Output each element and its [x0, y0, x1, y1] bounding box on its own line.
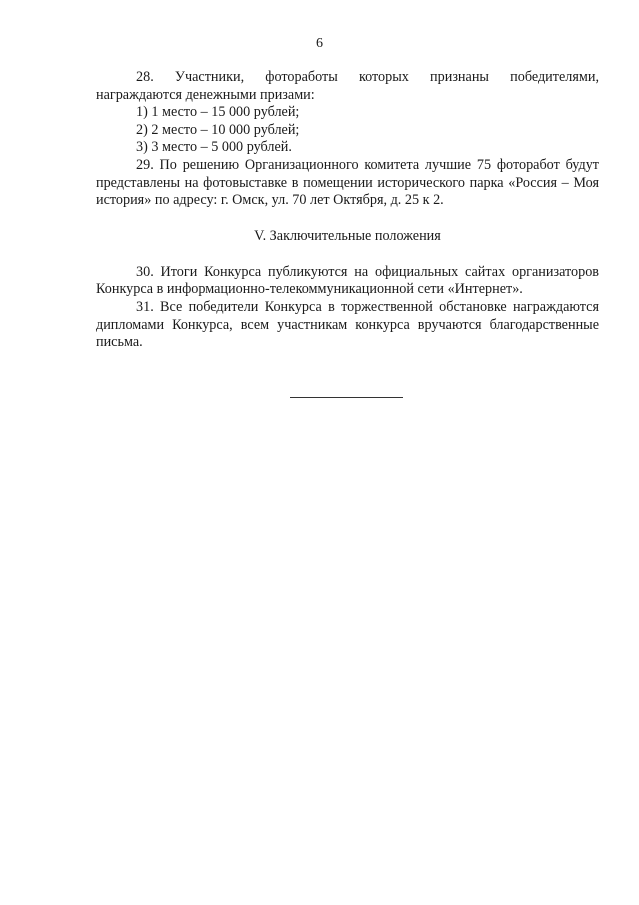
prize-first-place: 1) 1 место – 15 000 рублей; — [136, 104, 300, 121]
closing-rule — [290, 397, 403, 398]
clause-28-intro: 28. Участники, фотоработы которых признаны победителями, — [136, 69, 599, 85]
section-heading: V. Заключительные положения — [254, 227, 441, 244]
clause-28-continuation: награждаются денежными призами: — [96, 86, 315, 103]
prize-second-place: 2) 2 место – 10 000 рублей; — [136, 121, 300, 138]
clause-30: 30. Итоги Конкурса публикуются на официальных сайтах организаторов Конкурса в информационно-телекоммуникационной сети «Интернет». — [96, 263, 599, 298]
clause-29: 29. По решению Организационного комитета лучшие 75 фоторабот будут представлены на фотовыставке в помещении исторического парка «Россия – Моя история» по адресу: г. Омск, ул. 70 лет Октября, д. 25 к 2. — [96, 156, 599, 209]
prize-third-place: 3) 3 место – 5 000 рублей. — [136, 139, 292, 156]
page-number: 6 — [316, 36, 323, 51]
document-body — [96, 69, 599, 352]
clause-31: 31. Все победители Конкурса в торжественной обстановке награждаются дипломами Конкурса, всем участникам конкурса вручаются благодарственные письма. — [96, 298, 599, 351]
